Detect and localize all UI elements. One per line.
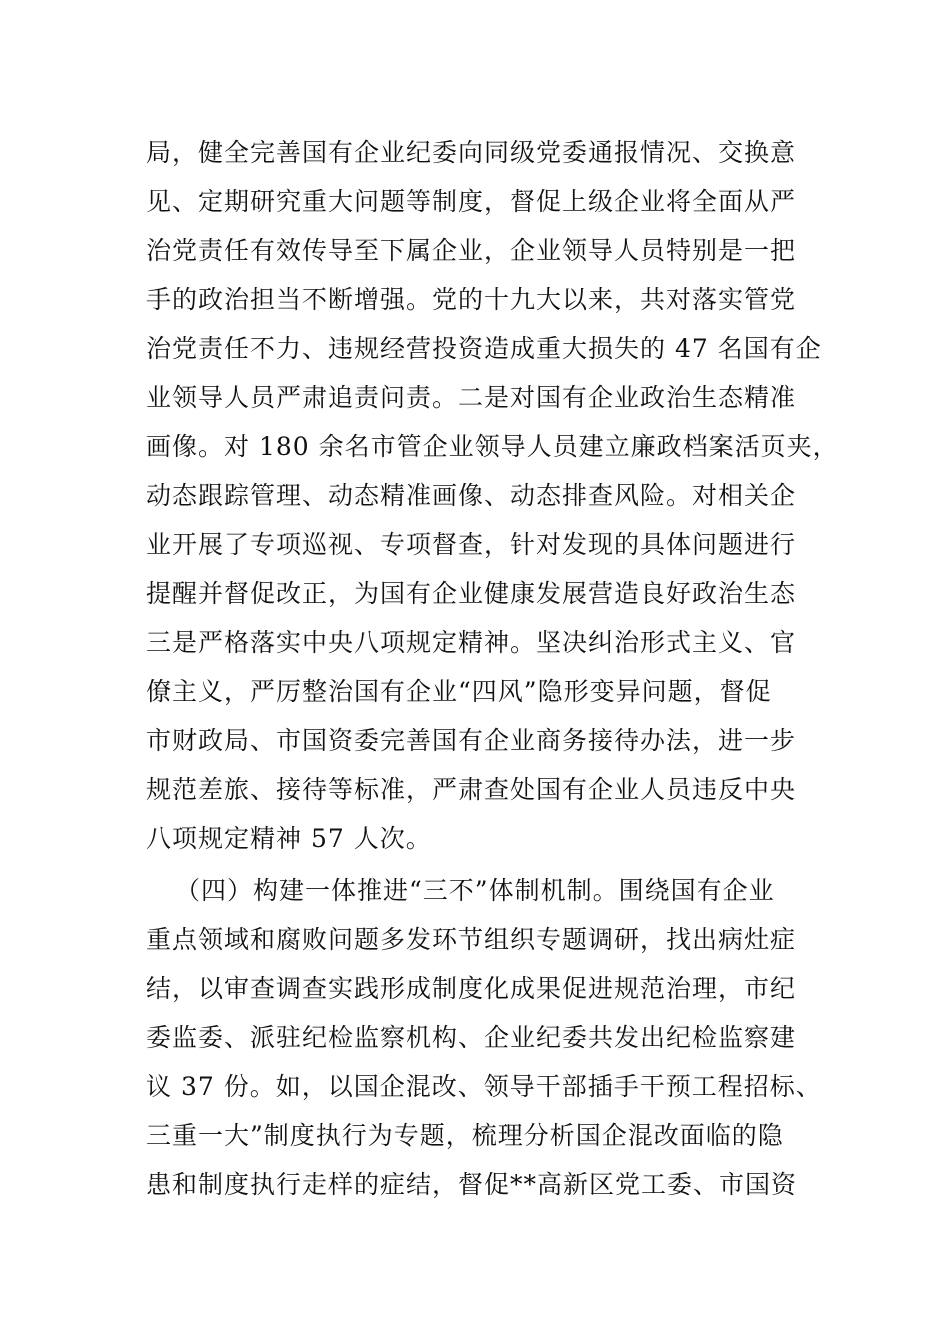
text-line: 见、定期研究重大问题等制度，督促上级企业将全面从严 [146,187,797,216]
text-line: 三是严格落实中央八项规定精神。坚决纠治形式主义、官 [146,628,797,657]
text-line: 治党责任有效传导至下属企业，企业领导人员特别是一把 [146,236,797,265]
text-line: 业开展了专项巡视、专项督查，针对发现的具体问题进行 [146,530,797,559]
text-line: 议 37 份。如，以国企混改、领导干部插手干预工程招标、 [146,1072,822,1101]
text-line: 委监委、派驻纪检监察机构、企业纪委共发出纪检监察建 [146,1023,797,1052]
text-line: 提醒并督促改正，为国有企业健康发展营造良好政治生态 [146,579,797,608]
text-line: 局，健全完善国有企业纪委向同级党委通报情况、交换意 [146,138,797,167]
text-line: 结，以审查调查实践形成制度化成果促进规范治理，市纪 [146,974,797,1003]
text-line: 规范差旅、接待等标准，严肃查处国有企业人员违反中央 [146,775,797,804]
text-line: 市财政局、市国资委完善国有企业商务接待办法，进一步 [146,726,797,755]
text-line: 动态跟踪管理、动态精准画像、动态排查风险。对相关企 [146,481,797,510]
text-line: 僚主义，严厉整治国有企业“四风”隐形变异问题，督促 [146,677,772,706]
text-line: 八项规定精神 57 人次。 [146,824,432,853]
text-line: 重点领域和腐败问题多发环节组织专题调研，找出病灶症 [146,925,797,954]
text-line: 三重一大”制度执行为专题，梳理分析国企混改面临的隐 [146,1121,784,1150]
text-line: 业领导人员严肃追责问责。二是对国有企业政治生态精准 [146,383,797,412]
text-line: 手的政治担当不断增强。党的十九大以来，共对落实管党 [146,285,797,314]
text-line: 治党责任不力、违规经营投资造成重大损失的 47 名国有企 [146,334,822,363]
section-heading-line: （四）构建一体推进“三不”体制机制。围绕国有企业 [175,876,775,905]
text-line: 画像。对 180 余名市管企业领导人员建立廉政档案活页夹， [146,432,839,461]
text-line: 患和制度执行走样的症结，督促**高新区党工委、市国资 [146,1170,798,1199]
